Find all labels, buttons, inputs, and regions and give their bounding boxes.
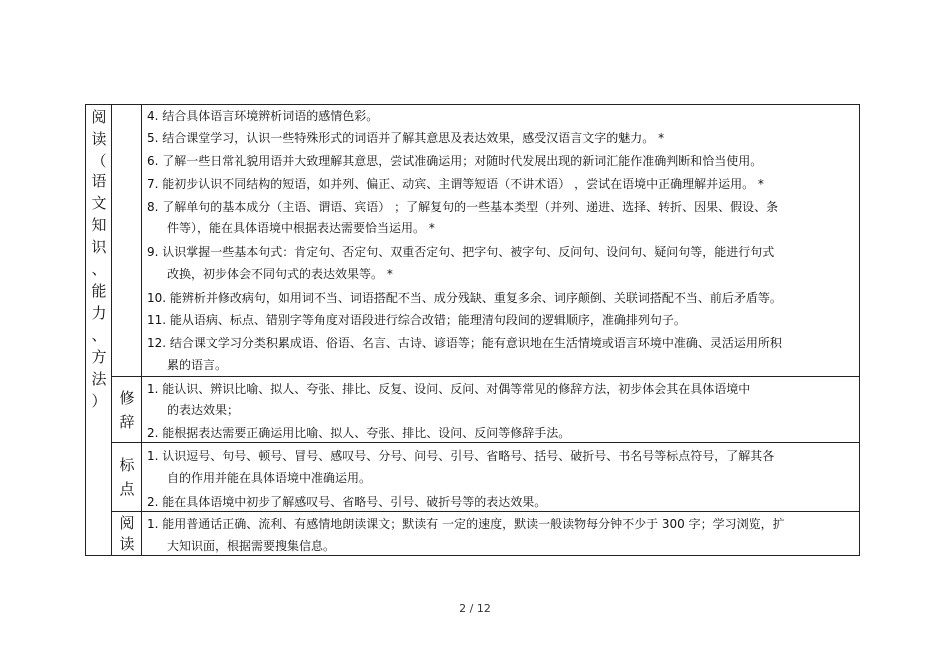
subsection-label-xiuci bbox=[113, 386, 141, 434]
section-title bbox=[88, 106, 110, 412]
col-divider-1 bbox=[111, 104, 112, 556]
title-char: 文 bbox=[91, 194, 107, 212]
list-item: 5. 结合课堂学习，认识一些特殊形式的词语并了解其意思及表达效果，感受汉语言文字的魅力。 * bbox=[147, 131, 665, 145]
subsection-label-biaodian bbox=[113, 453, 141, 501]
list-item: 8. 了解单句的基本成分（主语、谓语、宾语） ；了解复句的一些基本类型（并列、递进、选择、转折、因果、假设、条 bbox=[147, 200, 779, 214]
list-item: 1. 认识逗号、句号、顿号、冒号、感叹号、分号、问号、引号、省略号、括号、破折号、书名号等标点符号，了解其各 bbox=[147, 449, 775, 463]
label-char: 阅 bbox=[119, 514, 135, 532]
title-char: 读 bbox=[91, 130, 107, 148]
list-item: 2. 能根据表达需要正确运用比喻、拟人、夸张、排比、设问、反问等修辞手法。 bbox=[147, 426, 571, 440]
title-char: ） bbox=[91, 392, 107, 410]
title-char: 法 bbox=[91, 370, 107, 388]
title-char: 阅 bbox=[91, 108, 107, 126]
list-item-continuation: 大知识面，根据需要搜集信息。 bbox=[167, 539, 336, 553]
list-item: 11. 能从语病、标点、错别字等角度对语段进行综合改错；能理清句段间的逻辑顺序，准确排列句子。 bbox=[147, 313, 686, 327]
label-char: 修 bbox=[119, 389, 135, 407]
title-char: 、 bbox=[91, 260, 107, 278]
list-item: 6. 了解一些日常礼貌用语并大致理解其意思，尝试准确运用；对随时代发展出现的新词汇能作准确判断和恰当使用。 bbox=[147, 154, 763, 168]
list-item: 10. 能辨析并修改病句，如用词不当、词语搭配不当、成分残缺、重复多余、词序颠倒、关联词搭配不当、前后矛盾等。 bbox=[147, 291, 782, 305]
label-char: 读 bbox=[119, 535, 135, 553]
label-char: 点 bbox=[119, 480, 135, 498]
subsection-label-yuedu bbox=[113, 513, 141, 555]
list-item: 4. 结合具体语言环境辨析词语的感情色彩。 bbox=[147, 109, 379, 123]
label-char: 标 bbox=[119, 456, 135, 474]
title-char: 力 bbox=[91, 304, 107, 322]
list-item: 9. 认识掌握一些基本句式：肯定句、否定句、双重否定句、把字句、被字句、反问句、设问句、疑问句等，能进行句式 bbox=[147, 245, 775, 259]
title-char: 识 bbox=[91, 238, 107, 256]
list-item: 1. 能认识、辨识比喻、拟人、夸张、排比、反复、设问、反问、对偶等常见的修辞方法，初步体会其在具体语境中 bbox=[147, 382, 751, 396]
list-item-continuation: 自的作用并能在具体语境中准确运用。 bbox=[167, 471, 372, 485]
list-item-continuation: 改换，初步体会不同句式的表达效果等。 * bbox=[167, 267, 393, 281]
row-divider-yuedu bbox=[111, 511, 860, 512]
title-char: 、 bbox=[91, 326, 107, 344]
list-item: 12. 结合课文学习分类积累成语、俗语、名言、古诗、谚语等；能有意识地在生活情境或语言环境中准确、灵活运用所积 bbox=[147, 336, 782, 350]
title-char: （ bbox=[91, 152, 107, 170]
list-item: 1. 能用普通话正确、流利、有感情地朗读课文；默读有 一定的速度，默读一般读物每分钟不少于 300 字；学习浏览，扩 bbox=[147, 517, 785, 531]
list-item-continuation: 累的语言。 bbox=[167, 358, 228, 372]
list-item-continuation: 的表达效果； bbox=[167, 403, 240, 417]
title-char: 方 bbox=[91, 348, 107, 366]
title-char: 知 bbox=[91, 216, 107, 234]
col-divider-2 bbox=[141, 104, 142, 556]
label-char: 辞 bbox=[119, 413, 135, 431]
curriculum-table bbox=[85, 104, 860, 556]
page-number: 2 / 12 bbox=[459, 602, 491, 615]
row-divider-xiuci bbox=[111, 376, 860, 377]
list-item-continuation: 件等），能在具体语境中根据表达需要恰当运用。 * bbox=[167, 221, 435, 235]
row-divider-biaodian bbox=[111, 442, 860, 443]
title-char: 能 bbox=[91, 282, 107, 300]
title-char: 语 bbox=[91, 172, 107, 190]
list-item: 2. 能在具体语境中初步了解感叹号、省略号、引号、破折号等的表达效果。 bbox=[147, 495, 547, 509]
list-item: 7. 能初步认识不同结构的短语，如并列、偏正、动宾、主谓等短语（不讲术语） ，尝试在语境中正确理解并运用。 * bbox=[147, 177, 764, 191]
